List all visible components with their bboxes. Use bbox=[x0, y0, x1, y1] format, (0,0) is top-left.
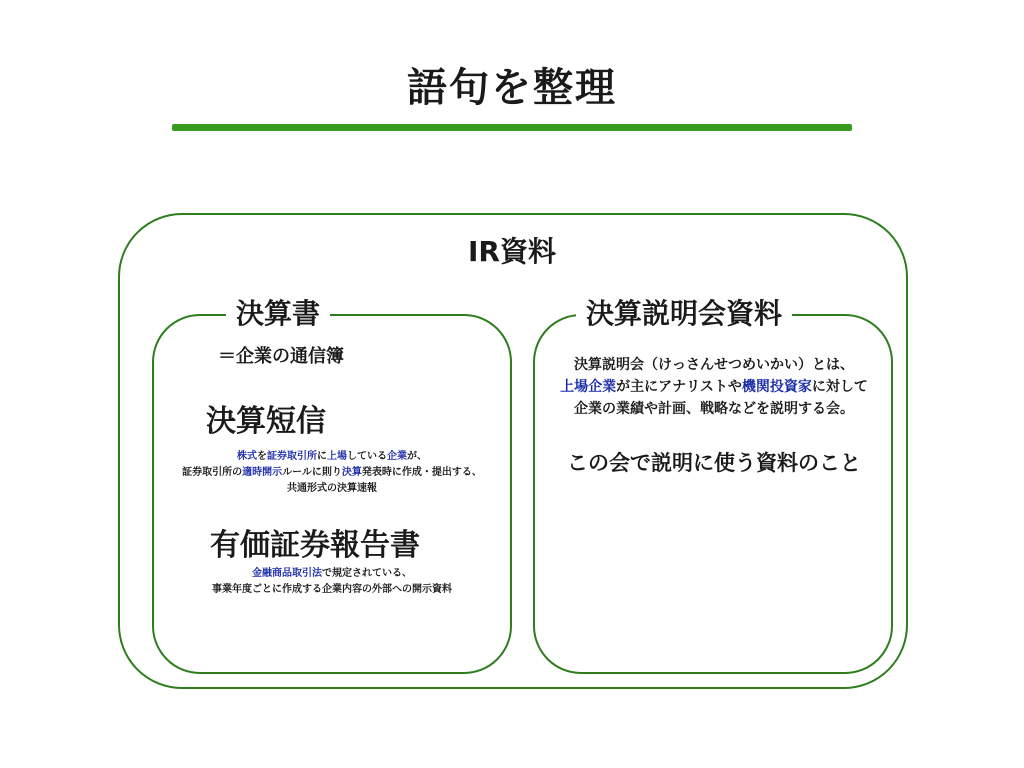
report-card-note: ＝企業の通信簿 bbox=[218, 346, 344, 367]
description-line bbox=[160, 481, 504, 497]
briefing-explanation bbox=[540, 354, 888, 420]
title-underline bbox=[172, 124, 852, 131]
explanation-line bbox=[540, 354, 888, 376]
description-line bbox=[160, 582, 504, 598]
explanation-segment: に対して bbox=[811, 379, 868, 395]
description-segment: が、 bbox=[407, 451, 427, 462]
description-segment: で規定されている、 bbox=[322, 568, 412, 579]
explanation-segment: 決算説明会（けっさんせつめいかい）とは、 bbox=[574, 357, 854, 373]
description-segment: 金融商品取引法 bbox=[252, 568, 322, 579]
explanation-segment: が主にアナリストや bbox=[616, 379, 742, 395]
description-segment: 証券取引所 bbox=[267, 451, 317, 462]
description-segment: している bbox=[347, 451, 387, 462]
explanation-segment: 機関投資家 bbox=[741, 379, 812, 395]
securities-report-term: 有価証券報告書 bbox=[210, 528, 420, 563]
description-segment: ルールに則り bbox=[282, 467, 342, 478]
description-segment: 発表時に作成・提出する、 bbox=[361, 467, 482, 478]
description-segment: 適時開示 bbox=[242, 467, 283, 478]
briefing-conclusion: この会で説明に使う資料のこと bbox=[567, 451, 861, 475]
earnings-briefing-heading: 決算説明会資料 bbox=[576, 298, 792, 330]
ir-materials-label: IR資料 bbox=[468, 235, 556, 268]
description-segment: 株式 bbox=[237, 451, 257, 462]
explanation-line bbox=[540, 376, 888, 398]
description-segment: 企業 bbox=[387, 451, 407, 462]
description-segment: 上場 bbox=[327, 451, 347, 462]
slide-title: 語句を整理 bbox=[407, 65, 617, 111]
financial-statements-heading: 決算書 bbox=[226, 298, 330, 330]
description-segment: 共通形式の決算速報 bbox=[287, 483, 377, 494]
description-segment: を bbox=[257, 451, 267, 462]
description-line bbox=[160, 449, 504, 465]
tanshin-description bbox=[160, 449, 504, 497]
description-segment: 証券取引所の bbox=[182, 467, 243, 478]
explanation-segment: 企業の業績や計画、戦略などを説明する会。 bbox=[574, 401, 854, 417]
description-line bbox=[160, 465, 504, 481]
description-segment: 決算 bbox=[341, 467, 362, 478]
explanation-line bbox=[540, 398, 888, 420]
description-segment: 事業年度ごとに作成する企業内容の外部への開示資料 bbox=[212, 584, 452, 595]
securities-report-description bbox=[160, 566, 504, 598]
explanation-segment: 上場企業 bbox=[560, 379, 617, 395]
tanshin-term: 決算短信 bbox=[206, 404, 326, 439]
description-segment: に bbox=[317, 451, 327, 462]
description-line bbox=[160, 566, 504, 582]
